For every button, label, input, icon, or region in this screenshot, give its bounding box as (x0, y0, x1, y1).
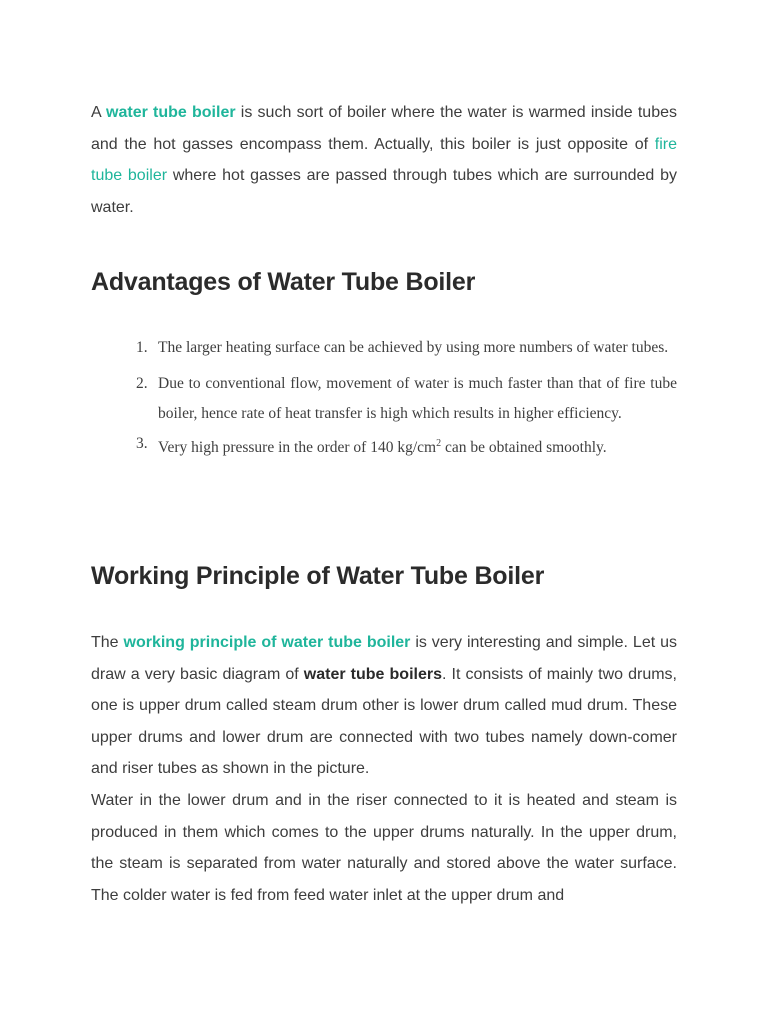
list-item (136, 429, 677, 463)
list-number: 1. (136, 339, 148, 356)
list-number: 3. (136, 435, 148, 452)
fire-tube-boiler-link[interactable]: fire tube boiler (91, 135, 677, 185)
working-paragraph (91, 627, 677, 911)
intro-text: where hot gasses are passed through tubes which are surrounded by water. (91, 167, 677, 216)
list-text: Due to conventional flow, movement of water is much faster than that of fire tube boiler, hence rate of heat transfer is high which results in higher efficiency. (158, 375, 677, 422)
working-text: The (91, 634, 124, 651)
list-text: can be obtained smoothly. (441, 439, 607, 457)
working-text: is very interesting and simple. Let us draw a very basic diagram of (91, 634, 677, 683)
list-text: Very high pressure in the order of 140 kg/cm (158, 439, 437, 457)
working-principle-heading: Working Principle of Water Tube Boiler (91, 562, 545, 590)
water-tube-boilers-bold: water tube boilers (303, 665, 442, 683)
list-text: The larger heating surface can be achieved by using more numbers of water tubes. (158, 339, 669, 356)
list-item (136, 333, 677, 363)
advantages-list (136, 333, 677, 463)
intro-paragraph (91, 97, 677, 223)
advantages-heading: Advantages of Water Tube Boiler (91, 268, 476, 296)
working-text: . It consists of mainly two drums, one is upper drum called steam drum other is lower drum called mud drum. These upper drums and lower drum are connected with two tubes namely down-comer and riser tubes as shown in the picture. (91, 665, 677, 778)
list-number: 2. (136, 375, 148, 392)
list-item (136, 369, 677, 429)
superscript: 2 (436, 438, 442, 449)
working-principle-link[interactable]: working principle of water tube boiler (123, 634, 411, 651)
water-tube-boiler-link[interactable]: water tube boiler (106, 104, 236, 121)
intro-text: A (91, 104, 107, 121)
working-text-2: Water in the lower drum and in the riser connected to it is heated and steam is produced in them which comes to the upper drums naturally. In the upper drum, the steam is separated from water naturally and stored above the water surface. The colder water is fed from feed water inlet at the upper drum and (91, 791, 677, 904)
intro-text: is such sort of boiler where the water is warmed inside tubes and the hot gasses encompass them. Actually, this boiler is just opposite of (91, 104, 677, 153)
